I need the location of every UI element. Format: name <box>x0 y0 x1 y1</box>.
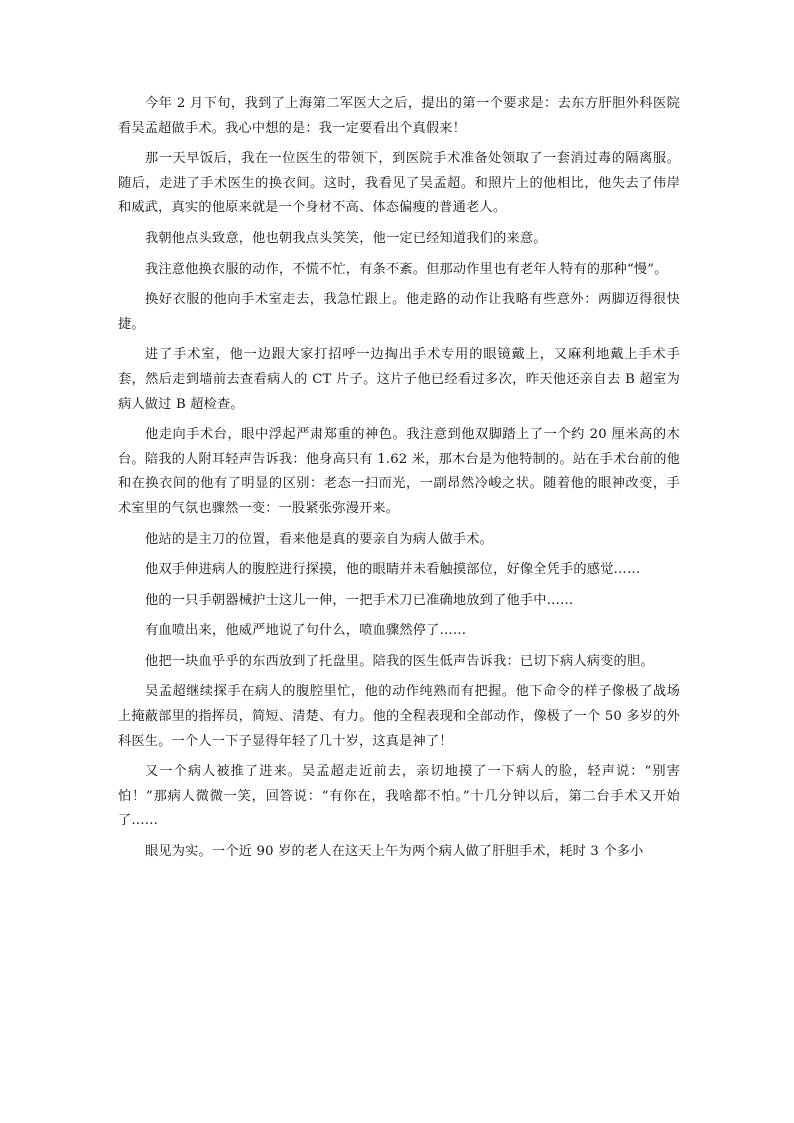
paragraph-8: 他站的是主刀的位置，看来他是真的要亲自为病人做手术。 <box>145 531 494 547</box>
paragraph-9: 他双手伸进病人的腹腔进行探摸，他的眼睛并未看触摸部位，好像全凭手的感觉…… <box>145 562 641 578</box>
paragraph-7: 他走向手术台，眼中浮起严肃郑重的神色。我注意到他双脚踏上了一个约 20 厘米高的木台。陪我的人附耳轻声告诉我：他身高只有 1.62 米，那木台是为他特制的。站在手术台前的他和在换衣间的他有了明显的区别：老态一扫而光，一副昂然冷峻之状。随着他的眼神改变，手术室里的气氛也骤然一变：一股紧张弥漫开来。 <box>118 427 680 516</box>
paragraph-5: 换好衣服的他向手术室走去，我急忙跟上。他走路的动作让我略有些意外：两脚迈得很快捷。 <box>118 292 680 332</box>
paragraph-11: 有血喷出来，他威严地说了句什么，喷血骤然停了…… <box>145 623 467 639</box>
paragraph-6: 进了手术室，他一边跟大家打招呼一边掏出手术专用的眼镜戴上，又麻利地戴上手术手套，然后走到墙前去查看病人的 CT 片子。这片子他已经看过多次，昨天他还亲自去 B 超室为病人做过 B 超检查。 <box>118 347 680 412</box>
paragraph-13: 吴孟超继续探手在病人的腹腔里忙，他的动作纯熟而有把握。他下命令的样子像极了战场上掩蔽部里的指挥员，简短、清楚、有力。他的全程表现和全部动作，像极了一个 50 多岁的外科医生。一个人一下子显得年轻了几十岁，这真是神了！ <box>118 684 680 749</box>
paragraph-2: 那一天早饭后，我在一位医生的带领下，到医院手术准备处领取了一套消过毒的隔离服。随后，走进了手术医生的换衣间。这时，我看见了吴孟超。和照片上的他相比，他失去了伟岸和威武，真实的他原来就是一个身材不高、体态偏瘦的普通老人。 <box>118 151 680 216</box>
paragraph-3: 我朝他点头致意，他也朝我点头笑笑，他一定已经知道我们的来意。 <box>145 230 547 246</box>
article-body <box>118 92 680 865</box>
paragraph-12: 他把一块血乎乎的东西放到了托盘里。陪我的医生低声告诉我：已切下病人病变的胆。 <box>145 653 654 669</box>
paragraph-14: 又一个病人被推了进来。吴孟超走近前去，亲切地摸了一下病人的脸，轻声说：“别害怕！”那病人微微一笑，回答说：“有你在，我啥都不怕。”十几分钟以后，第二台手术又开始了…… <box>118 764 680 829</box>
paragraph-1: 今年 2 月下旬，我到了上海第二军医大之后，提出的第一个要求是：去东方肝胆外科医院看吴孟超做手术。我心中想的是：我一定要看出个真假来！ <box>118 96 680 136</box>
paragraph-15: 眼见为实。一个近 90 岁的老人在这天上午为两个病人做了肝胆手术，耗时 3 个多小 <box>145 844 644 860</box>
paragraph-4: 我注意他换衣服的动作，不慌不忙，有条不紊。但那动作里也有老年人特有的那种“慢”。 <box>145 261 668 277</box>
paragraph-10: 他的一只手朝器械护士这儿一伸，一把手术刀已准确地放到了他手中…… <box>145 592 574 608</box>
